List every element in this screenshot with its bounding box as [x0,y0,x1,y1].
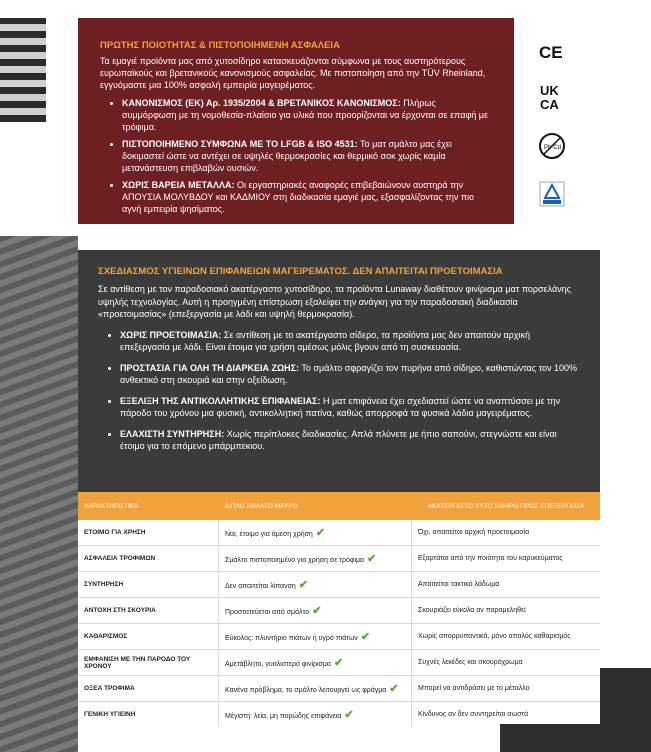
cell-feature: ΟΞΕΑ ΤΡΟΦΙΜΑ [78,676,219,702]
check-icon: ✔ [389,683,399,695]
list-item: • ΚΑΝΟΝΙΣΜΟΣ (ΕΚ) Αρ. 1935/2004 & ΒΡΕΤΑΝΙΚΟΣ ΚΑΝΟΝΙΣΜΟΣ: Πλήρως συμμόρφωση με τη νομοθεσία-πλαίσιο για υλικά που προορίζονται να έρχονται σε επαφή με τρόφιμα. [122,97,492,133]
check-icon: ✔ [360,631,371,643]
ce-mark-text: CE [539,43,563,62]
cell-raw: Συχνές λεκέδες και σκουρόχρωμα [412,650,601,676]
cell-feature: ΣΥΝΤΗΡΗΣΗ [78,572,219,598]
cell-enamel: Αμετάβλητο, γυαλιστερό φινίρισμα ✔ [219,650,412,676]
cell-raw: Απαιτείται τακτικό λάδωμα [412,572,601,598]
list-item: • ΕΞΕΛΙΞΗ ΤΗΣ ΑΝΤΙΚΟΛΛΗΤΙΚΗΣ ΕΠΙΦΑΝΕΙΑΣ: Η ματ επιφάνεια έχει σχεδιαστεί ώστε να αναπτύσσει με την πάροδο του χρόνου μια φυσική, αντικολλητική πατίνα, καθώς απορροφά τα φυσικά λάδια μαγειρέματος. [120,395,580,420]
table-row [78,650,600,676]
check-icon: ✔ [367,553,377,565]
pb-cd-text: Pb·Cd [544,145,562,151]
cell-raw: Σκουριάζει εύκολα αν παραμεληθεί [412,598,601,624]
cell-feature: ΕΜΦΑΝΙΣΗ ΜΕ ΤΗΝ ΠΑΡΟΔΟ ΤΟΥ ΧΡΟΝΟΥ [78,650,219,676]
hygiene-bullet-list [98,329,580,453]
table-row [78,676,600,702]
cell-enamel: Κανένα πρόβλημα, το σμάλτο λειτουργεί ως φράγμα ✔ [219,676,412,702]
check-icon: ✔ [315,527,326,539]
grill-grate-image [0,18,46,122]
hygiene-section-intro: Σε αντίθεση με τον παραδοσιακό ακατέργαστο χυτοσίδηρο, τα προϊόντα Lunaway διαθέτουν φινίρισμα ματ πορσελάνης υψηλής τεχνολογίας. Αυτή η προηγμένη επίστρωση εξαλείφει την ανάγκη για την παραδοσιακή διαδικασία «προετοιμασίας» (επεξεργασία με λάδι και υψηλή θερμοκρασία). [98,284,572,319]
table-row [78,624,600,650]
list-item: • ΕΛΑΧΙΣΤΗ ΣΥΝΤΗΡΗΣΗ: Χωρίς περίπλοκες διαδικασίες. Απλά πλύνετε με ήπιο σαπούνι, στεγνώστε και είναι έτοιμο για το επόμενο μπάρμπεκιου. [120,428,580,453]
quality-safety-panel [78,18,514,224]
ukca-mark-icon [538,82,566,112]
cell-enamel: Σμάλτο πιστοποιημένο για χρήση σε τρόφιμα ✔ [219,546,412,572]
header-enamel: ΔΙΠΛΟ ΣΜΑΛΤΟ ΜΑΥΡΟ [219,492,412,520]
list-item: • ΧΩΡΙΣ ΠΡΟΕΤΟΙΜΑΣΙΑ: Σε αντίθεση με το ακατέργαστο σίδερο, τα προϊόντα μας δεν απαιτούν αρχική επεξεργασία με λάδι. Είναι έτοιμα για χρήση αμέσως μόλις βγουν από τη συσκευασία. [120,329,580,354]
table-row [78,702,600,728]
hygiene-panel [78,250,600,492]
check-icon: ✔ [344,709,354,721]
certification-logos [538,42,574,228]
cell-enamel: Ναι, έτοιμο για άμεση χρήση ✔ [219,520,412,546]
ce-mark-icon [538,42,566,62]
table-row [78,572,600,598]
cell-raw: Κίνδυνος αν δεν συντηρείται σωστά [412,702,601,728]
header-features: ΧΑΡΑΚΤΗΡΙΣΤΙΚΑ [78,492,219,520]
ukca-top-text: UK [540,83,559,98]
table-header-row [78,492,600,520]
list-item: • ΠΡΟΣΤΑΣΙΑ ΓΙΑ ΟΛΗ ΤΗ ΔΙΑΡΚΕΙΑ ΖΩΗΣ: Το σμάλτο σφραγίζει τον πυρήνα από σίδηρο, καθιστώντας τον 100% ανθεκτικό στη σκουριά και στην οξείδωση. [120,362,580,387]
cell-raw: Χωρίς απορρυπαντικά, μόνο απαλός καθαρισμός [412,624,601,650]
check-icon: ✔ [312,605,322,617]
cell-feature: ΑΝΤΟΧΗ ΣΤΗ ΣΚΟΥΡΙΑ [78,598,219,624]
check-icon: ✔ [298,579,309,591]
cell-raw: Εξαρτάται από την ποιότητα του καρυκεύματος [412,546,601,572]
hygiene-section-title: ΣΧΕΔΙΑΣΜΟΣ ΥΓΙΕΙΝΩΝ ΕΠΙΦΑΝΕΙΩΝ ΜΑΓΕΙΡΕΜΑΤΟΣ. ΔΕΝ ΑΠΑΙΤΕΙΤΑΙ ΠΡΟΕΤΟΙΜΑΣΙΑ [98,266,503,277]
pb-cd-free-icon [538,132,566,160]
check-icon: ✔ [333,657,344,669]
cell-enamel: Εύκολος: πλυντήριο πιάτων ή υγρό πιάτων ✔ [219,624,412,650]
quality-section-intro: Τα εμαγιέ προϊόντα μας από χυτοσίδηρο κατασκευάζονται σύμφωνα με τους αυστηρότερους ευρωπαϊκούς και βρετανικούς κανονισμούς ασφαλείας. Με πιστοποίηση από την TÜV Rheinland, εγγυόμαστε μια 100% ασφαλή εμπειρία μαγειρέματος. [100,56,486,90]
header-raw-iron: ΑΚΑΤΕΡΓΑΣΤΟ ΧΥΤΟ ΣΙΔΗΡΟ ΠΡΟΣ ΕΠΕΞΕΡΓΑΣΙΑ [412,492,601,520]
cell-feature: ΕΤΟΙΜΟ ΓΙΑ ΧΡΗΣΗ [78,520,219,546]
cell-enamel: Δεν απαιτείται λίπανση ✔ [219,572,412,598]
cell-feature: ΚΑΘΑΡΙΣΜΟΣ [78,624,219,650]
table-row [78,520,600,546]
comparison-table [78,492,600,724]
cell-raw: Μπορεί να αντιδράσει με το μέταλλο [412,676,601,702]
quality-bullet-list [100,97,492,215]
table-row [78,546,600,572]
table-row [78,598,600,624]
ukca-bottom-text: CA [540,97,559,112]
grill-surface-background [0,236,78,752]
tuv-certification-icon [538,180,566,208]
cell-raw: Όχι, απαιτείται αρχική προετοιμασία [412,520,601,546]
cell-enamel: Προστατεύεται από σμάλτο ✔ [219,598,412,624]
cell-feature: ΑΣΦΑΛΕΙΑ ΤΡΟΦΙΜΩΝ [78,546,219,572]
cell-feature: ΓΕΝΙΚΗ ΥΓΙΕΙΝΗ [84,711,136,718]
cell-enamel: Μέγιστη: λεία, μη πορώδης επιφάνεια ✔ [219,702,412,728]
list-item: • ΠΙΣΤΟΠΟΙΗΜΕΝΟ ΣΥΜΦΩΝΑ ΜΕ ΤΟ LFGB & ISO 4531: Το ματ σμάλτο μας έχει δοκιμαστεί ώστε να αντέχει σε υψηλές θερμοκρασίες και θερμικό σοκ χωρίς καμία μετανάστευση επιβλαβών ουσιών. [122,138,492,174]
list-item: • ΧΩΡΙΣ ΒΑΡΕΙΑ ΜΕΤΑΛΛΑ: Οι εργαστηριακές αναφορές επιβεβαιώνουν αυστηρά την ΑΠΟΥΣΙΑ ΜΟΛΥΒΔΟΥ και ΚΑΔΜΙΟΥ στη διαδικασία εμαγιέ μας, εξασφαλίζοντας την πιο αγνή εμπειρία ψησίματος. [122,179,492,215]
quality-section-title: ΠΡΩΤΗΣ ΠΟΙΟΤΗΤΑΣ & ΠΙΣΤΟΠΟΙΗΜΕΝΗ ΑΣΦΑΛΕΙΑ [100,40,340,51]
